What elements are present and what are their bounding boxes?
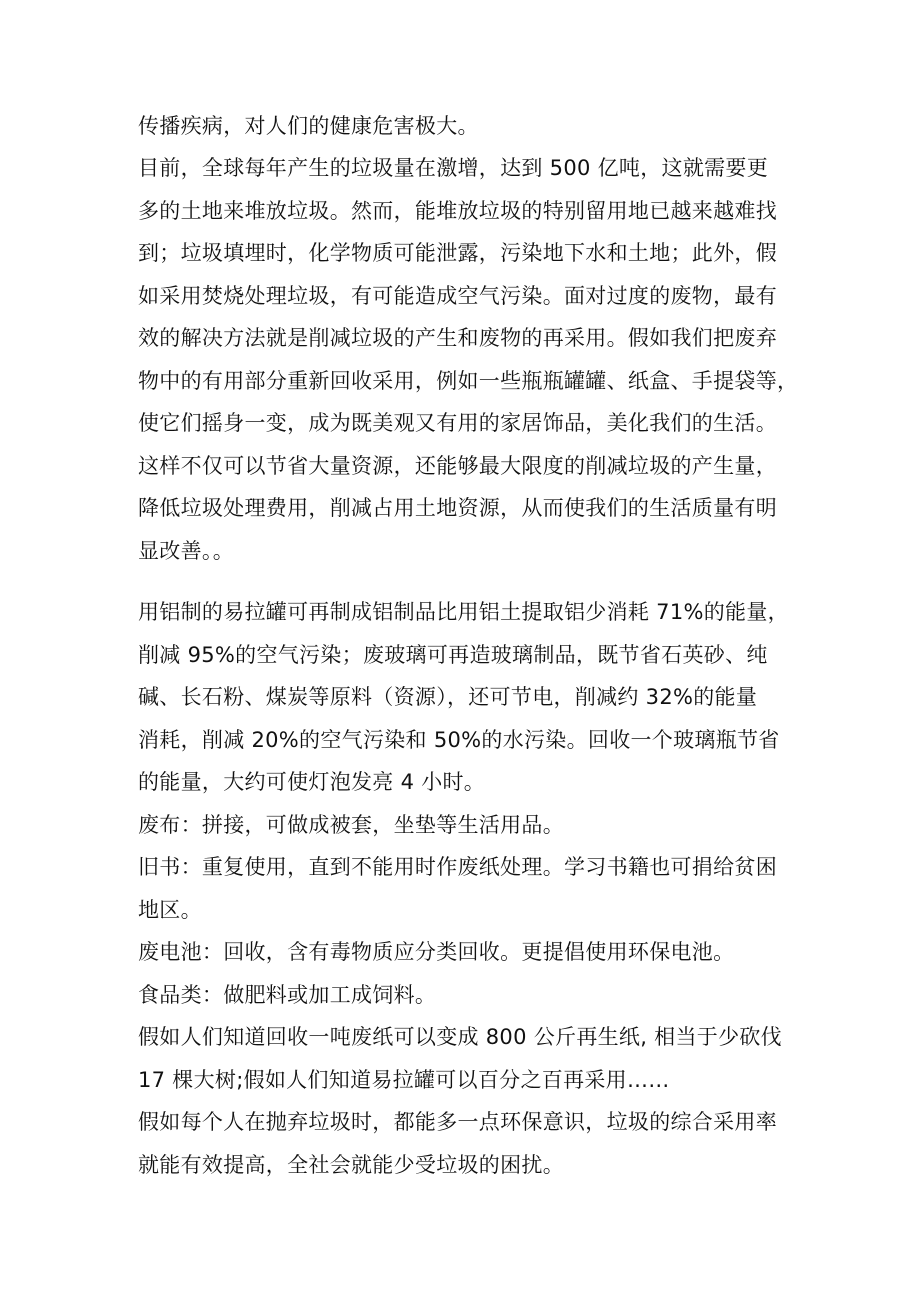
text-line: 的能量，大约可使灯泡发亮 4 小时。	[138, 770, 486, 794]
text-line: 显改善。。	[138, 539, 234, 563]
text-line: 传播疾病，对人们的健康危害极大。	[138, 114, 479, 138]
text-line: 碱、长石粉、煤炭等原料（资源），还可节电，削减约 32%的能量	[138, 685, 758, 709]
text-line: 效的解决方法就是削减垃圾的产生和废物的再采用。假如我们把废弃	[138, 326, 777, 350]
text-line: 废布：拼接，可做成被套，坐垫等生活用品。	[138, 813, 564, 837]
text-line: 废电池：回收，含有毒物质应分类回收。更提倡使用环保电池。	[138, 940, 735, 964]
text-line: 降低垃圾处理费用，削减占用土地资源，从而使我们的生活质量有明	[138, 496, 777, 520]
text-line: 使它们摇身一变，成为既美观又有用的家居饰品，美化我们的生活。	[138, 411, 777, 435]
text-line: 消耗，削减 20%的空气污染和 50%的水污染。回收一个玻璃瓶节省	[138, 728, 780, 752]
text-line: 目前，全球每年产生的垃圾量在激增，达到 500 亿吨，这就需要更	[138, 156, 769, 180]
text-line: 假如每个人在抛弃垃圾时，都能多一点环保意识，垃圾的综合采用率	[138, 1110, 777, 1134]
text-line: 就能有效提高，全社会就能少受垃圾的困扰。	[138, 1153, 564, 1177]
text-line: 17 棵大树;假如人们知道易拉罐可以百分之百再采用……	[138, 1068, 670, 1092]
text-line: 这样不仅可以节省大量资源，还能够最大限度的削减垃圾的产生量，	[138, 454, 777, 478]
text-line: 削减 95%的空气污染；废玻璃可再造玻璃制品，既节省石英砂、纯	[138, 643, 768, 667]
text-line: 食品类：做肥料或加工成饲料。	[138, 983, 437, 1007]
text-line: 物中的有用部分重新回收采用，例如一些瓶瓶罐罐、纸盒、手提袋等，	[138, 369, 799, 393]
text-line: 到；垃圾填埋时，化学物质可能泄露，污染地下水和土地；此外，假	[138, 241, 777, 265]
text-line: 假如人们知道回收一吨废纸可以变成 800 公斤再生纸, 相当于少砍伐	[138, 1025, 782, 1049]
text-line: 多的土地来堆放垃圾。然而，能堆放垃圾的特别留用地已越来越难找	[138, 199, 777, 223]
text-line: 地区。	[138, 898, 202, 922]
text-line: 如采用焚烧处理垃圾，有可能造成空气污染。面对过度的废物，最有	[138, 284, 777, 308]
text-line: 旧书：重复使用，直到不能用时作废纸处理。学习书籍也可捐给贫困	[138, 855, 777, 879]
text-line: 用铝制的易拉罐可再制成铝制品比用铝土提取铝少消耗 71%的能量，	[138, 600, 789, 624]
